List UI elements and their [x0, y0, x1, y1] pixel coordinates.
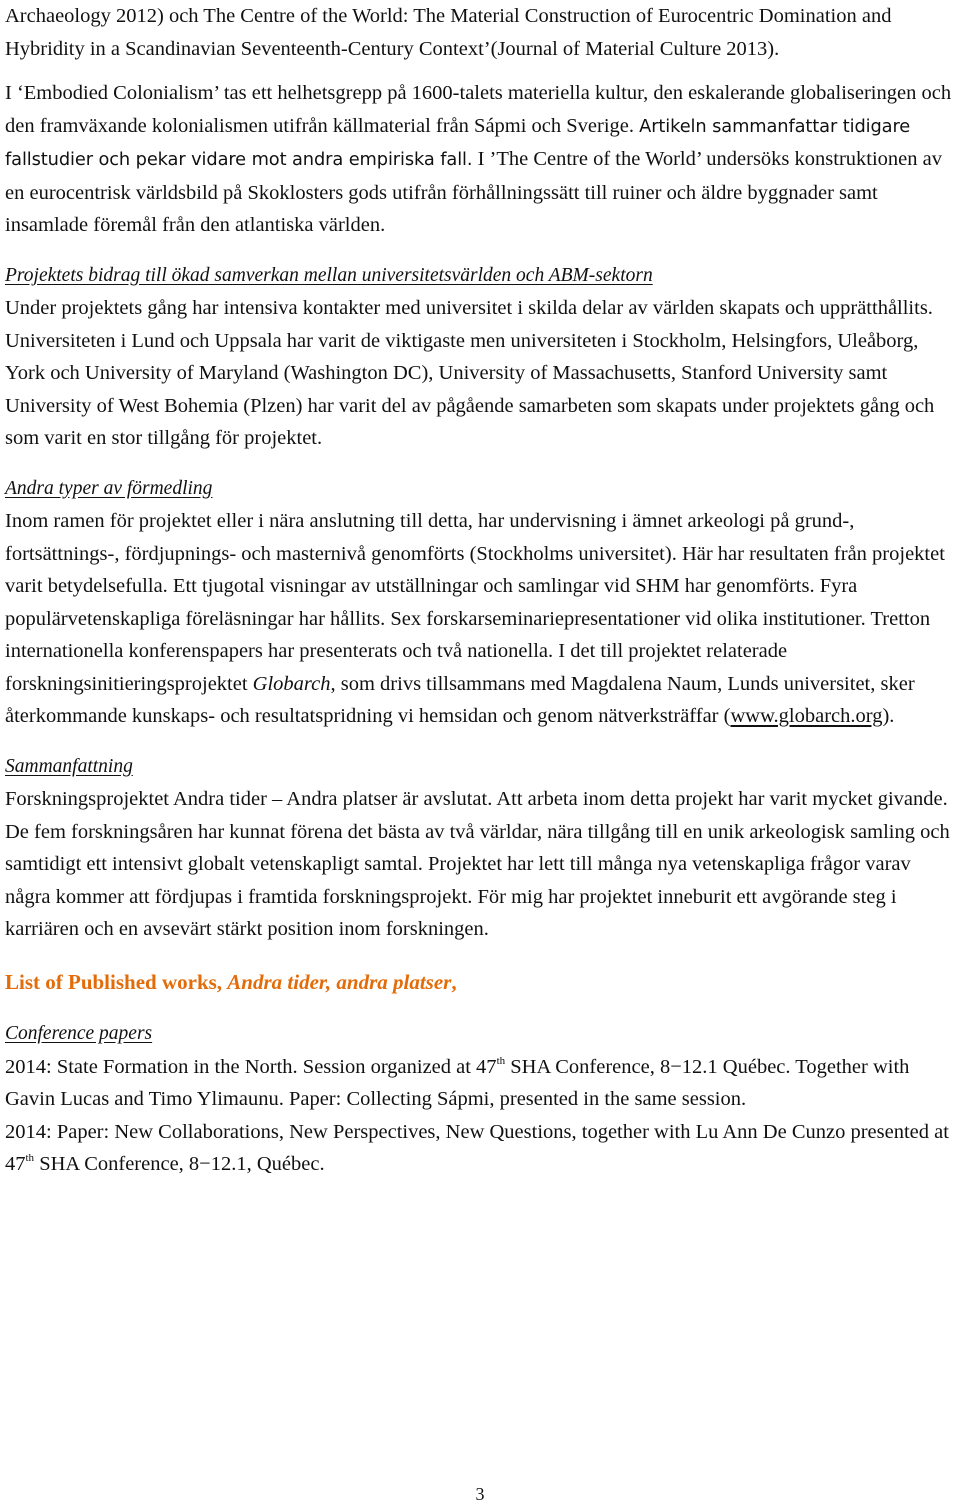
published-heading-italic: Andra tider, andra platser	[227, 969, 452, 994]
embodied-part-3: I ’The Centre of the World’ undersöks konstruktionen av en eurocentrisk världsbild på Skoklosters gods utifrån förhållningssätt till ruiner och äldre byggnader samt insamlade föremål från den atlantiska världen.	[5, 148, 942, 236]
formedling-text-c: ).	[882, 705, 895, 727]
embodied-colonialism-paragraph	[5, 77, 955, 242]
formedling-text-b: , som drivs tillsammans med Magdalena Naum, Lunds universitet, sker återkommande kunskaps- och resultatspridning vi hemsidan och genom nätverksträffar (	[5, 672, 915, 727]
samverkan-heading: Projektets bidrag till ökad samverkan mellan universitetsvärlden och ABM-sektorn	[5, 264, 653, 286]
conference-entry-1	[5, 1051, 955, 1116]
published-heading-prefix: List of Published works,	[5, 969, 228, 994]
spacer	[5, 733, 955, 751]
formedling-text-a: Inom ramen för projektet eller i nära anslutning till detta, har undervisning i ämnet arkeologi på grund-, fortsättnings-, fördjupnings- och masternivå genomförts (Stockholms universitet). Här har resultaten från projektet varit betydelsefulla. Ett tjugotal visningar av utställningar och samlingar vid SHM har genomförts. Fyra populärvetenskapliga föreläsningar har hållits. Sex forskarseminariepresentationer vid olika institutioner. Tretton internationella konferenspapers har presenterats och två nationella. I det till projektet relaterade forskningsinitieringsprojektet	[5, 510, 945, 695]
published-works-heading	[5, 966, 955, 999]
sammanfattning-heading: Sammanfattning	[5, 755, 133, 777]
document-page	[5, 0, 955, 1181]
conference-entry-2	[5, 1116, 955, 1181]
intro-paragraph: Archaeology 2012) och The Centre of the World: The Material Construction of Eurocentric Domination and Hybridity in a Scandinavian Seventeenth-Century Context’(Journal of Material Culture 2013).	[5, 5, 892, 60]
conference-papers-heading: Conference papers	[5, 1023, 153, 1044]
sammanfattning-body: Forskningsprojektet Andra tider – Andra platser är avslutat. Att arbeta inom detta projekt har varit mycket givande. De fem forskningsåren har kunnat förena det bästa av två världar, nära tillgång till en unik arkeologisk samling och samtidigt ett intensivt globalt vetenskapligt samtal. Projektet har lett till många nya vetenskapliga frågor varav några kommer att fördjupas i framtida forskningsprojekt. För mig har projektet inneburit ett avgörande steg i karriären och en avsevärt stärkt position inom forskningen.	[5, 788, 950, 940]
entry2-text-a: 2014: Paper: New Collaborations, New Perspectives, New Questions, together with Lu Ann De Cunzo presented at 47	[5, 1120, 949, 1175]
formedling-heading: Andra typer av förmedling	[5, 477, 213, 499]
globarch-italic: Globarch	[252, 672, 331, 695]
spacer	[5, 455, 955, 473]
globarch-link[interactable]: www.globarch.org	[730, 705, 883, 727]
formedling-body	[5, 505, 955, 733]
entry1-text-b: SHA Conference, 8−12.1 Québec. Together with Gavin Lucas and Timo Ylimaunu. Paper: Collecting Sápmi, presented in the same session.	[5, 1055, 910, 1110]
samverkan-body: Under projektets gång har intensiva kontakter med universitet i skilda delar av världen skapats och upprätthållits. Universiteten i Lund och Uppsala har varit de viktigaste men universiteten i Stockholm, Helsingfors, Uleåborg, York och University of Maryland (Washington DC), University of Massachusetts, Stanford University samt University of West Bohemia (Plzen) har varit del av pågående samarbeten som skapats under projektets gång och som varit en stor tillgång för projektet.	[5, 297, 935, 449]
entry1-sup: th	[496, 1054, 506, 1067]
entry2-sup: th	[25, 1152, 35, 1164]
embodied-part-2: Artikeln sammanfattar tidigare fallstudier och pekar vidare mot andra empiriska fall.	[5, 115, 911, 170]
spacer	[5, 946, 955, 966]
entry1-text-a: 2014: State Formation in the North. Session organized at 47	[5, 1055, 497, 1078]
embodied-part-1: I ‘Embodied Colonialism’ tas ett helhetsgrepp på 1600-talets materiella kultur, den eskalerande globaliseringen och den framväxande kolonialismen utifrån källmaterial från Sápmi och Sverige.	[5, 82, 952, 137]
spacer	[5, 998, 955, 1018]
entry2-text-b: SHA Conference, 8−12.1, Québec.	[34, 1153, 325, 1175]
page-number: 3	[475, 1484, 485, 1504]
published-heading-suffix: ,	[451, 969, 457, 994]
spacer	[5, 65, 955, 77]
spacer	[5, 242, 955, 260]
